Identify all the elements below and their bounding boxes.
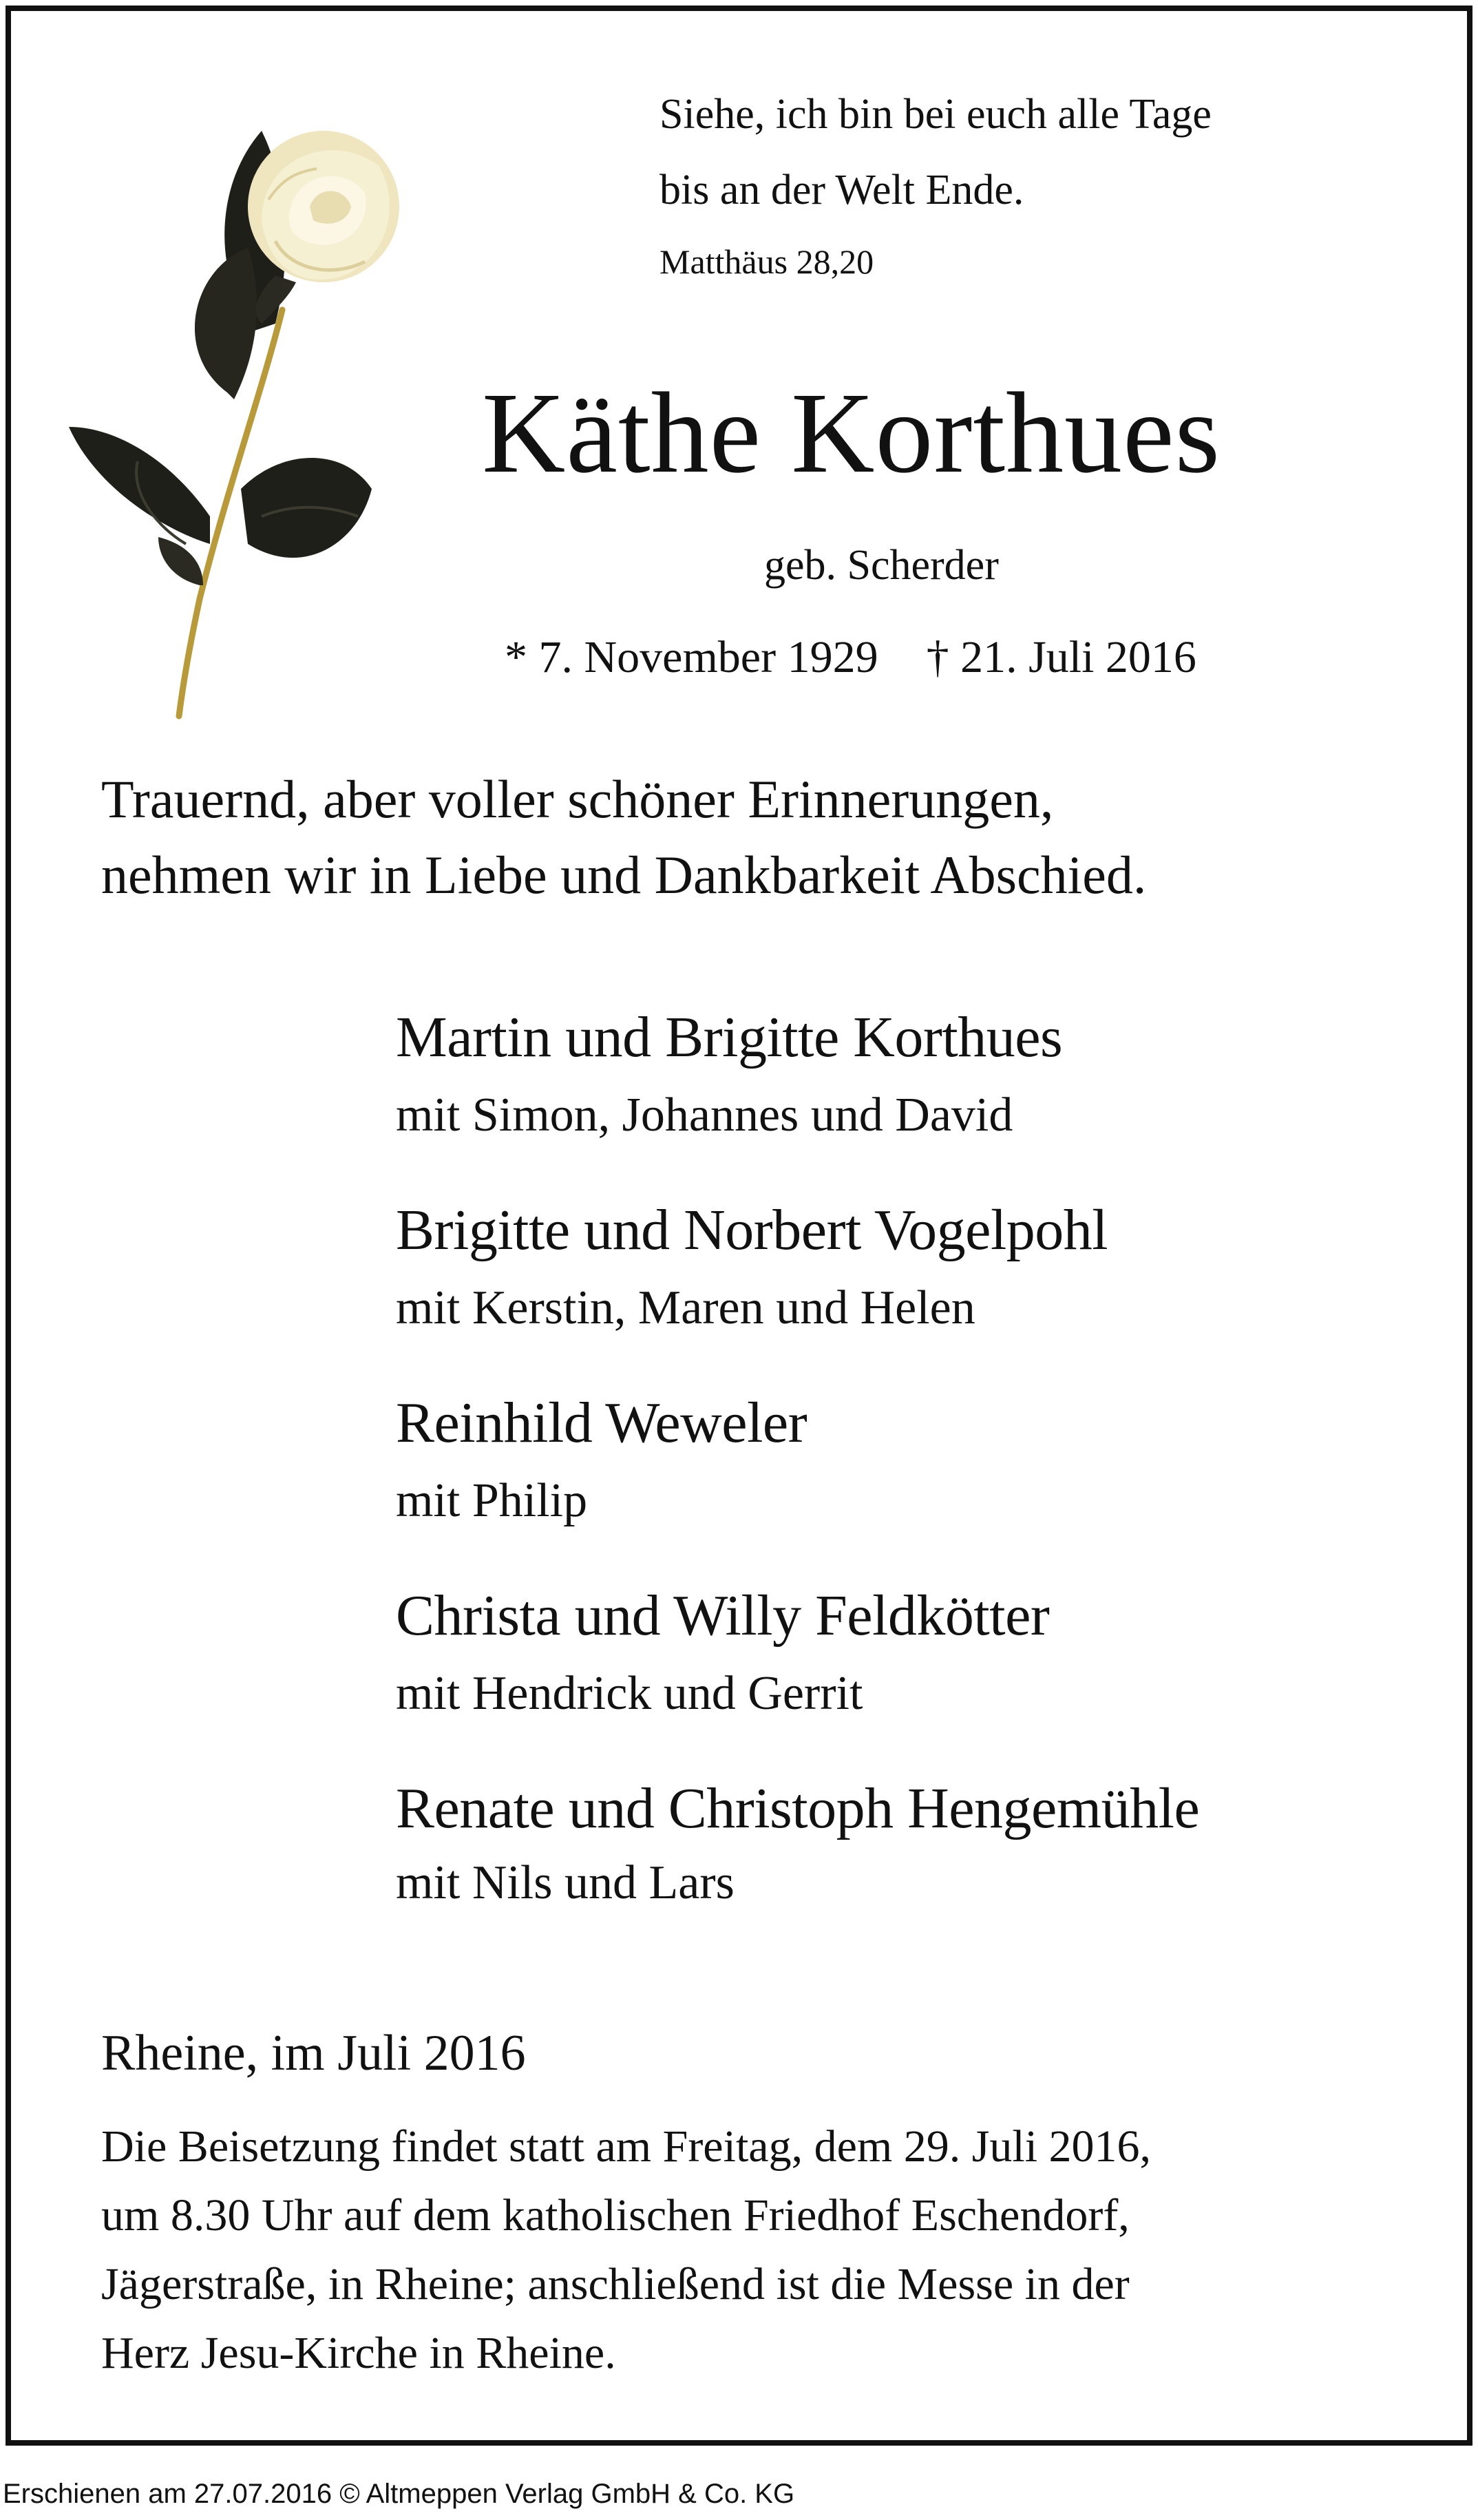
- family-name-1: Martin und Brigitte Korthues: [396, 1005, 1063, 1069]
- mourning-line-1: Trauernd, aber voller schöner Erinnerungen,: [101, 769, 1054, 829]
- publication-footer: Erschienen am 27.07.2016 © Altmeppen Verlag GmbH & Co. KG: [3, 2479, 795, 2509]
- burial-line-2: um 8.30 Uhr auf dem katholischen Friedhof Eschendorf,: [101, 2190, 1130, 2240]
- family-name-4: Christa und Willy Feldkötter: [396, 1584, 1050, 1648]
- mourning-line-2: nehmen wir in Liebe und Dankbarkeit Abschied.: [101, 845, 1147, 905]
- birth-name: geb. Scherder: [764, 542, 999, 589]
- rose-flower: [248, 131, 399, 282]
- family-with-5: mit Nils und Lars: [396, 1856, 735, 1909]
- verse-reference: Matthäus 28,20: [659, 242, 874, 281]
- family-name-5: Renate und Christoph Hengemühle: [396, 1776, 1200, 1840]
- burial-line-1: Die Beisetzung findet statt am Freitag, dem 29. Juli 2016,: [101, 2121, 1152, 2172]
- family-name-3: Reinhild Weweler: [396, 1391, 807, 1455]
- family-with-1: mit Simon, Johannes und David: [396, 1089, 1013, 1142]
- verse-line-2: bis an der Welt Ende.: [659, 167, 1024, 213]
- verse-line-1: Siehe, ich bin bei euch alle Tage: [659, 91, 1212, 138]
- rose-illustration: [55, 103, 413, 723]
- family-name-2: Brigitte und Norbert Vogelpohl: [396, 1198, 1108, 1262]
- birth-date: * 7. November 1929: [505, 632, 878, 682]
- deceased-name: Käthe Korthues: [482, 369, 1221, 497]
- death-date: † 21. Juli 2016: [926, 632, 1196, 682]
- family-with-2: mit Kerstin, Maren und Helen: [396, 1281, 975, 1334]
- place-date: Rheine, im Juli 2016: [101, 2025, 526, 2081]
- family-with-4: mit Hendrick und Gerrit: [396, 1667, 863, 1720]
- life-dates: [505, 632, 1196, 682]
- family-with-3: mit Philip: [396, 1474, 588, 1527]
- burial-line-4: Herz Jesu-Kirche in Rheine.: [101, 2328, 616, 2378]
- burial-line-3: Jägerstraße, in Rheine; anschließend ist die Messe in der: [101, 2259, 1130, 2309]
